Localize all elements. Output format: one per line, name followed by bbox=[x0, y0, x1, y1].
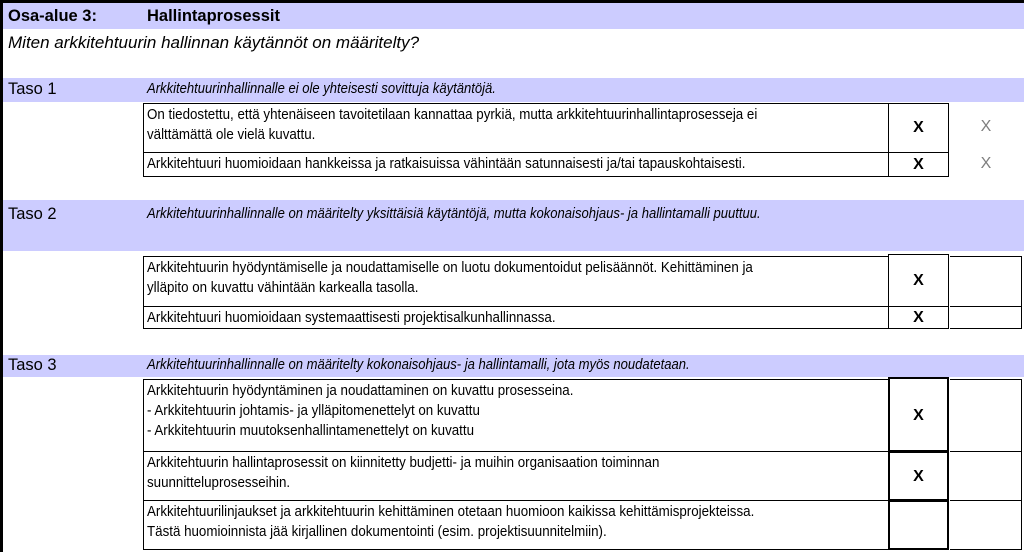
target-cell bbox=[950, 256, 1022, 307]
criterion-text: On tiedostettu, että yhtenäiseen tavoitetilaan kannattaa pyrkiä, mutta arkkitehtuurinhallintaprosesseja ei välttämättä ole vielä kuvattu. bbox=[147, 107, 758, 143]
criterion-text: Arkkitehtuuri huomioidaan hankkeissa ja ratkaisuissa vähintään satunnaisesti ja/tai tapauskohtaisesti. bbox=[147, 156, 746, 172]
criterion-cell bbox=[143, 451, 889, 501]
criterion-cell bbox=[143, 306, 889, 329]
self-assessment-checkbox[interactable]: X bbox=[888, 152, 949, 177]
criterion-cell bbox=[143, 256, 889, 307]
criterion-cell bbox=[143, 152, 889, 177]
self-assessment-checkbox[interactable] bbox=[888, 500, 949, 550]
criterion-cell bbox=[143, 379, 889, 452]
level-label: Taso 2 bbox=[8, 205, 57, 223]
criterion-text: Arkkitehtuuri huomioidaan systemaattisesti projektisalkunhallinnassa. bbox=[147, 310, 556, 326]
criterion-text: Arkkitehtuurin hyödyntäminen ja noudattaminen on kuvattu prosesseina. - Arkkitehtuurin johtamis- ja ylläpitomenettelyt on kuvattu - Arkkitehtuurin muutoksenhallintamenettelyt on kuvattu bbox=[147, 383, 574, 439]
target-mark: X bbox=[980, 155, 992, 172]
target-cell bbox=[950, 451, 1022, 501]
self-assessment-checkbox[interactable]: X bbox=[888, 377, 949, 452]
level-description: Arkkitehtuurinhallinnalle on määritelty kokonaisohjaus- ja hallintamalli, jota myös noudatetaan. bbox=[147, 357, 690, 373]
criterion-cell bbox=[143, 103, 889, 153]
level-label: Taso 3 bbox=[8, 356, 57, 374]
level-description: Arkkitehtuurinhallinnalle ei ole yhteisesti sovittuja käytäntöjä. bbox=[147, 81, 496, 97]
self-assessment-checkbox[interactable]: X bbox=[888, 103, 949, 153]
criterion-text: Arkkitehtuurilinjaukset ja arkkitehtuurin kehittäminen otetaan huomioon kaikissa kehittämisprojekteissa. Tästä huomioinnista jää kirjallinen dokumentointi (esim. projektisuunnitelmiin). bbox=[147, 504, 755, 540]
self-assessment-checkbox[interactable]: X bbox=[888, 451, 949, 501]
level-description: Arkkitehtuurinhallinnalle on määritelty yksittäisiä käytäntöjä, mutta kokonaisohjaus- ja hallintamalli puuttuu. bbox=[147, 206, 761, 222]
self-assessment-checkbox[interactable]: X bbox=[888, 254, 949, 307]
criterion-text: Arkkitehtuurin hallintaprosessit on kiinnitetty budjetti- ja muihin organisaation toiminnan suunnitteluprosesseihin. bbox=[147, 455, 660, 491]
criterion-text: Arkkitehtuurin hyödyntämiselle ja noudattamiselle on luotu dokumentoidut pelisäännöt. Kehittäminen ja ylläpito on kuvattu vähintään karkealla tasolla. bbox=[147, 260, 753, 296]
area-title: Hallintaprosessit bbox=[147, 7, 280, 25]
target-cell bbox=[950, 306, 1022, 329]
criterion-cell bbox=[143, 500, 889, 550]
level-label: Taso 1 bbox=[8, 80, 57, 98]
area-question: Miten arkkitehtuurin hallinnan käytännöt on määritelty? bbox=[8, 33, 420, 52]
target-cell bbox=[950, 379, 1022, 452]
target-mark: X bbox=[980, 118, 992, 135]
target-cell bbox=[950, 500, 1022, 550]
area-label: Osa-alue 3: bbox=[8, 7, 97, 25]
self-assessment-checkbox[interactable]: X bbox=[888, 306, 949, 329]
